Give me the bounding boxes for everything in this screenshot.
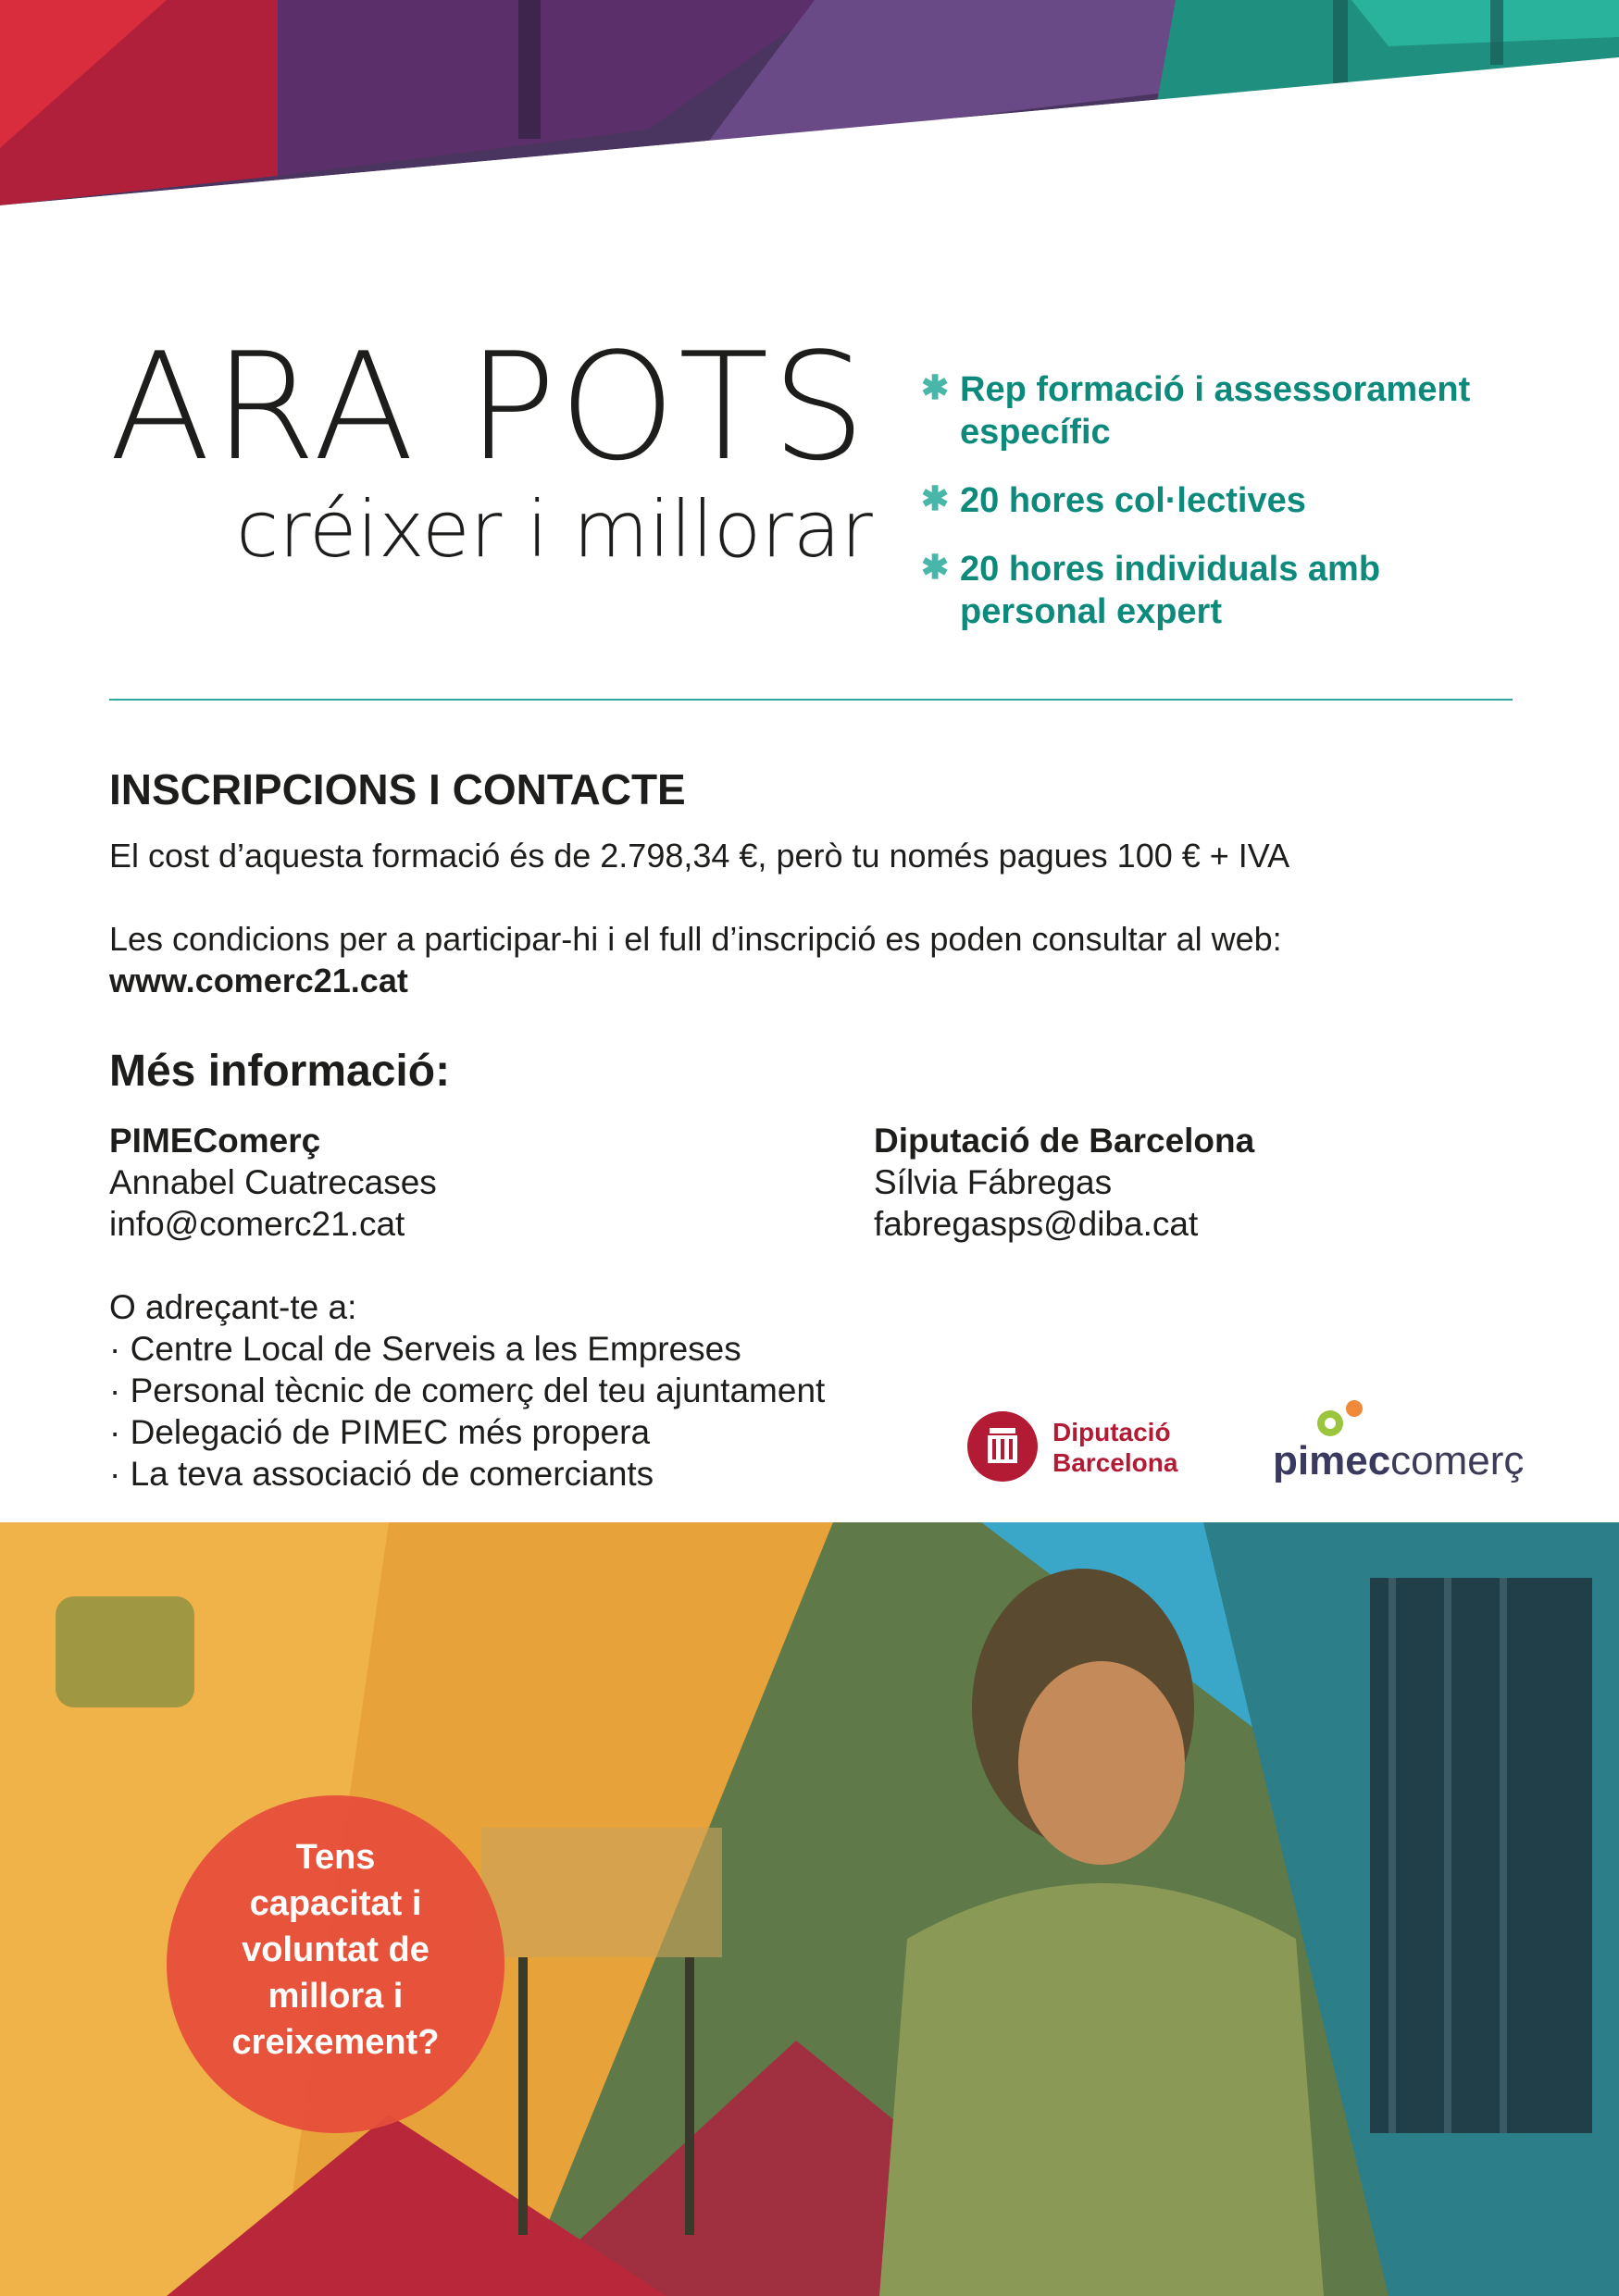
benefits-list xyxy=(921,368,1513,659)
address-item: · Personal tècnic de comerç del teu ajuntament xyxy=(109,1371,826,1409)
address-list xyxy=(109,1286,825,1495)
conditions-text: Les condicions per a participar-hi i el full d’inscripció es poden consultar al web: xyxy=(109,920,1282,958)
contact-email[interactable]: info@comerc21.cat xyxy=(109,1205,405,1243)
diputacio-logo-line: Diputació xyxy=(1052,1418,1171,1446)
section-divider xyxy=(109,699,1513,701)
contact-name: Sílvia Fábregas xyxy=(874,1163,1113,1201)
bubble-line: creixement? xyxy=(231,2023,440,2062)
top-banner-image xyxy=(0,0,1619,213)
question-bubble xyxy=(167,1795,504,2133)
benefit-line: Rep formació i assessorament xyxy=(960,370,1471,409)
cost-text: El cost d’aquesta formació és de 2.798,34 €, però tu només pagues 100 € + IVA xyxy=(109,837,1290,875)
benefit-item xyxy=(921,479,1513,522)
pimecomerc-logo: pimeccomerç xyxy=(1273,1397,1523,1490)
benefit-item xyxy=(921,368,1513,453)
benefit-item xyxy=(921,548,1513,633)
bubble-line: capacitat i xyxy=(249,1884,422,1923)
benefit-line: 20 hores col·lectives xyxy=(960,481,1306,520)
headline-title: ARA POTS xyxy=(109,320,869,493)
contact-diputacio xyxy=(874,1120,1254,1245)
asterisk-icon: ✱ xyxy=(921,548,950,586)
asterisk-icon: ✱ xyxy=(921,368,950,406)
contact-pimecomerc xyxy=(109,1120,437,1245)
bubble-line: Tens xyxy=(295,1838,376,1877)
address-item: · La teva associació de comerciants xyxy=(109,1455,654,1493)
asterisk-icon: ✱ xyxy=(921,479,950,517)
address-item: · Centre Local de Serveis a les Empreses xyxy=(109,1330,741,1368)
benefit-line: 20 hores individuals amb xyxy=(960,550,1381,589)
benefit-line: específic xyxy=(960,413,1111,452)
contact-org: Diputació de Barcelona xyxy=(874,1122,1255,1160)
diputacio-logo xyxy=(967,1411,1208,1485)
website-link[interactable]: www.comerc21.cat xyxy=(109,962,408,999)
contact-org: PIMEComerç xyxy=(109,1122,321,1160)
registration-heading: INSCRIPCIONS I CONTACTE xyxy=(109,765,686,813)
bubble-line: voluntat de xyxy=(242,1930,430,1969)
pimec-logo-bold: pimec xyxy=(1273,1438,1391,1483)
benefit-line: personal expert xyxy=(960,592,1222,631)
diputacio-seal-icon xyxy=(967,1411,1038,1482)
diputacio-logo-line: Barcelona xyxy=(1052,1448,1178,1477)
pimec-logo-regular: omerç xyxy=(1411,1438,1525,1483)
address-item: · Delegació de PIMEC més propera xyxy=(109,1413,651,1451)
contact-name: Annabel Cuatrecases xyxy=(109,1163,437,1201)
headline-subtitle: créixer i millorar xyxy=(236,484,873,575)
address-intro: O adreçant-te a: xyxy=(109,1288,357,1326)
more-info-heading: Més informació: xyxy=(109,1047,451,1096)
contact-email[interactable]: fabregasps@diba.cat xyxy=(874,1205,1199,1243)
pimec-dots-icon xyxy=(1308,1397,1382,1444)
bubble-line: millora i xyxy=(268,1977,404,2016)
